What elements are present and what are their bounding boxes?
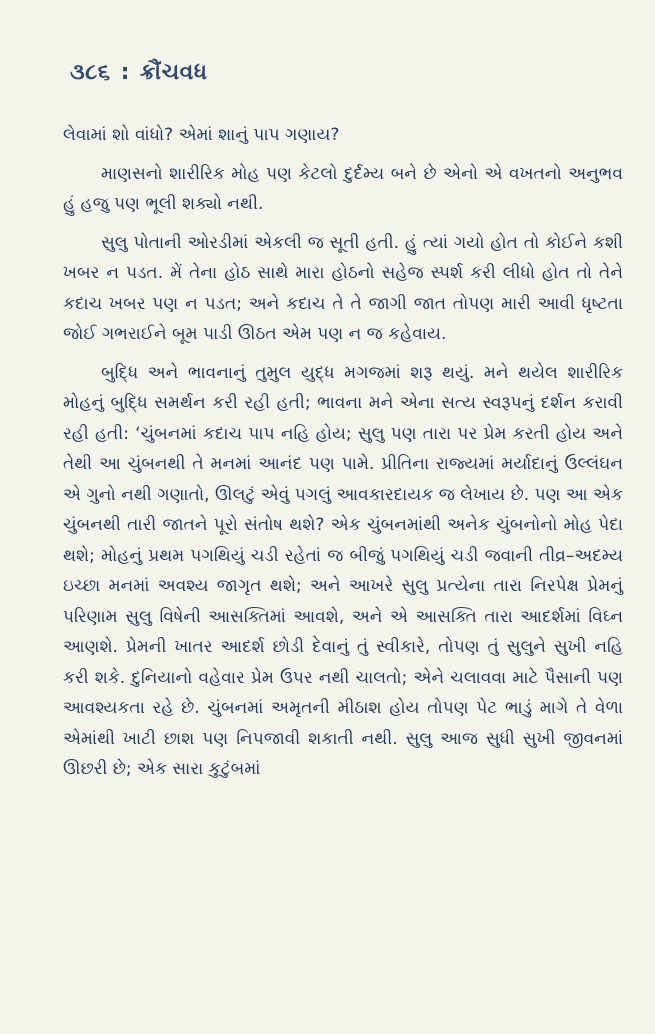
chapter-title: ક્રૌંચવધ xyxy=(139,60,208,85)
header-separator: : xyxy=(120,60,130,85)
paragraph: બુદ્ધિ અને ભાવનાનું તુમુલ યુદ્ધ મગજમાં શરૂ થયું. મને થયેલ શારીરિક મોહનું બુદ્ધિ સમર્થન કરી રહી હતી; ભાવના મને એના સત્ય સ્વરૂપનું દર્શન કરાવી રહી હતી: ‘ચુંબનમાં કદાચ પાપ નહિ હોય; સુલુ પણ તારા પર પ્રેમ કરતી હોય અને તેથી આ ચુંબનથી તે મનમાં આનંદ પણ પામે. પ્રીતિના રાજ્યમાં મર્યાદાનું ઉલ્લંઘન એ ગુનો નથી ગણાતો, ઊલટું એવું પગલું આવકારદાયક જ લેખાય છે. પણ આ એક ચુંબનથી તારી જાતને પૂરો સંતોષ થશે? એક ચુંબનમાંથી અનેક ચુંબનોનો મોહ પેદા થશે; મોહનું પ્રથમ પગથિયું ચડી રહેતાં જ બીજું પગથિયું ચડી જવાની તીવ્ર–અદમ્ય ઇચ્છા મનમાં અવશ્ય જાગૃત થશે; અને આખરે સુલુ પ્રત્યેના તારા નિરપેક્ષ પ્રેમનું પરિણામ સુલુ વિષેની આસક્તિમાં આવશે, અને એ આસક્તિ તારા આદર્શમાં વિઘ્ન આણશે. પ્રેમની ખાતર આદર્શ છોડી દેવાનું તું સ્વીકારે, તોપણ તું સુલુને સુખી નહિ કરી શકે. દુનિયાનો વહેવાર પ્રેમ ઉપર નથી ચાલતો; એને ચલાવવા માટે પૈસાની પણ આવશ્યકતા રહે છે. ચુંબનમાં અમૃતની મીઠાશ હોય તોપણ પેટ ભાડું માગે તે વેળા એમાંથી ખાટી છાશ પણ નિપજાવી શકાતી નથી. સુલુ આજ સુધી સુખી જીવનમાં ઊછરી છે; એક સારા કુટુંબમાં xyxy=(63,362,623,779)
running-header xyxy=(70,60,208,85)
paragraph: માણસનો શારીરિક મોહ પણ કેટલો દુર્દમ્ય બને છે એનો એ વખતનો અનુભવ હું હજુ પણ ભૂલી શક્યો નથી. xyxy=(63,163,623,214)
page-number: ૩૮૬ xyxy=(70,60,111,85)
paragraph: સુલુ પોતાની ઓરડીમાં એકલી જ સૂતી હતી. હું ત્યાં ગયો હોત તો કોઈને કશી ખબર ન પડત. મેં તેના હોઠ સાથે મારા હોઠનો સહેજ સ્પર્શ કરી લીધો હોત તો તેને કદાચ ખબર પણ ન પડત; અને કદાચ તે તે જાગી જાત તોપણ મારી આવી ધૃષ્ટતા જોઈ ગભરાઈને બૂમ પાડી ઊઠત એમ પણ ન જ કહેવાય. xyxy=(63,232,624,344)
paragraph: લેવામાં શો વાંધો? એમાં શાનું પાપ ગણાય? xyxy=(63,125,340,145)
body-text xyxy=(63,120,623,793)
